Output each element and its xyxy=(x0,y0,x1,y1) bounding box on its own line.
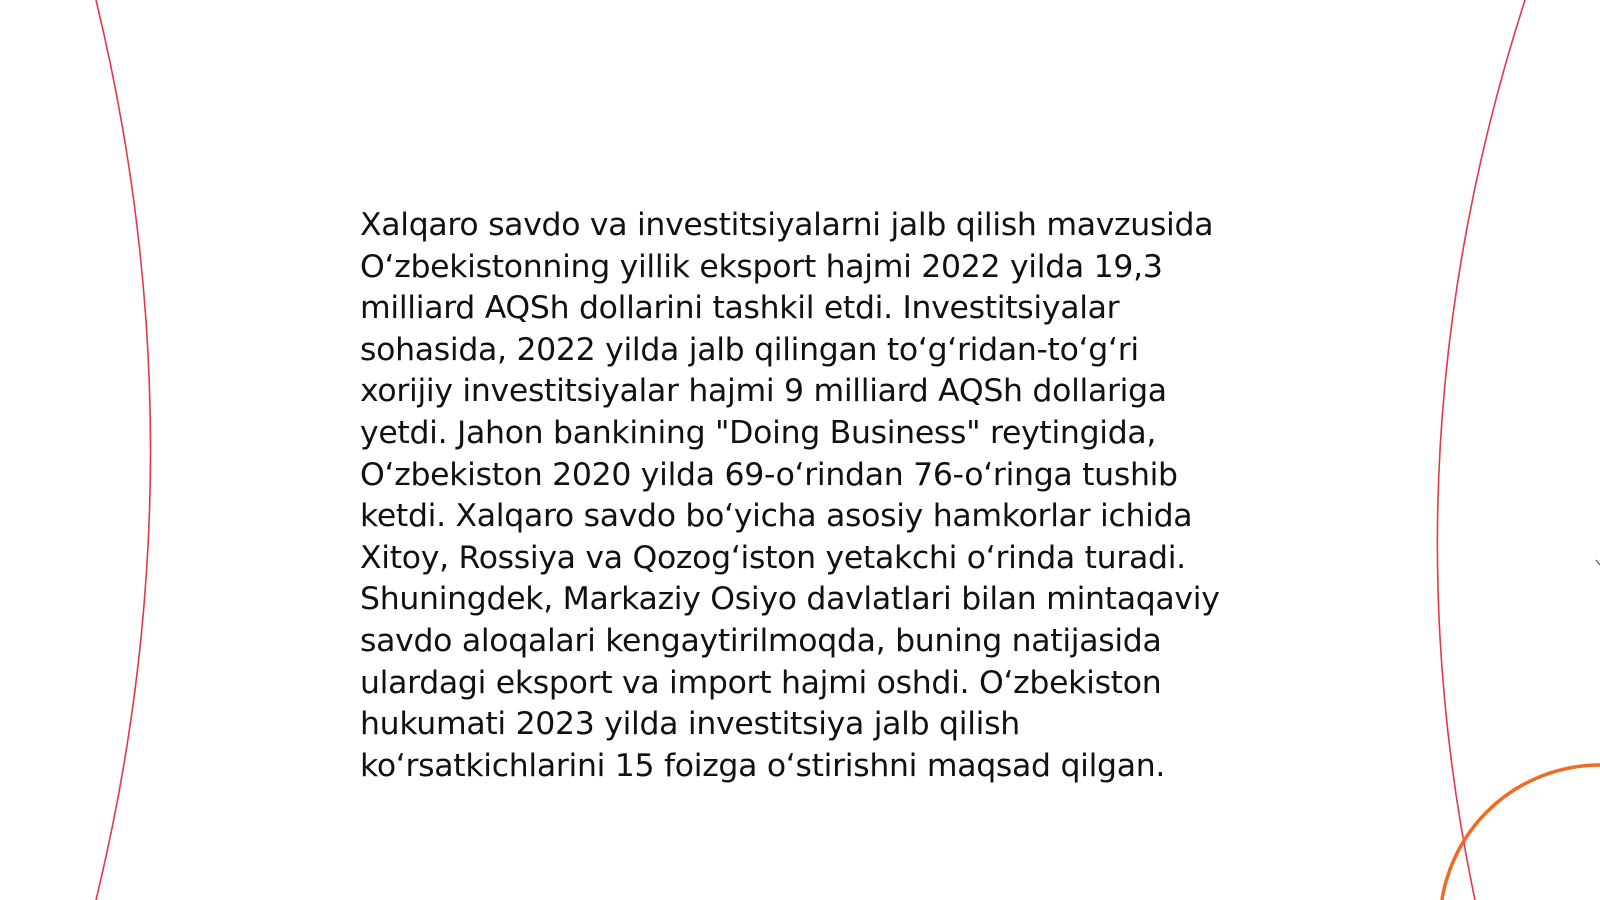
right-arc-decoration xyxy=(1437,0,1525,900)
left-arc-decoration xyxy=(96,0,151,900)
body-paragraph: Xalqaro savdo va investitsiyalarni jalb qilish mavzusida O‘zbekistonning yillik eksport hajmi 2022 yilda 19,3 milliard AQSh dollarini tashkil etdi. Investitsiyalar sohasida, 2022 yilda jalb qilingan to‘g‘ridan-to‘g‘ri xorijiy investitsiyalar hajmi 9 milliard AQSh dollariga yetdi. Jahon bankining "Doing Business" reytingida, O‘zbekiston 2020 yilda 69-o‘rindan 76-o‘ringa tushib ketdi. Xalqaro savdo bo‘yicha asosiy hamkorlar ichida Xitoy, Rossiya va Qozog‘iston yetakchi o‘rinda turadi. Shuningdek, Markaziy Osiyo davlatlari bilan mintaqaviy savdo aloqalari kengaytirilmoqda, buning natijasida ulardagi eksport va import hajmi oshdi. O‘zbekiston hukumati 2023 yilda investitsiya jalb qilish ko‘rsatkichlarini 15 foizga o‘stirishni maqsad qilgan. xyxy=(360,207,1220,784)
corner-circle-decoration xyxy=(1440,765,1600,900)
small-mark-decoration xyxy=(1596,560,1600,565)
